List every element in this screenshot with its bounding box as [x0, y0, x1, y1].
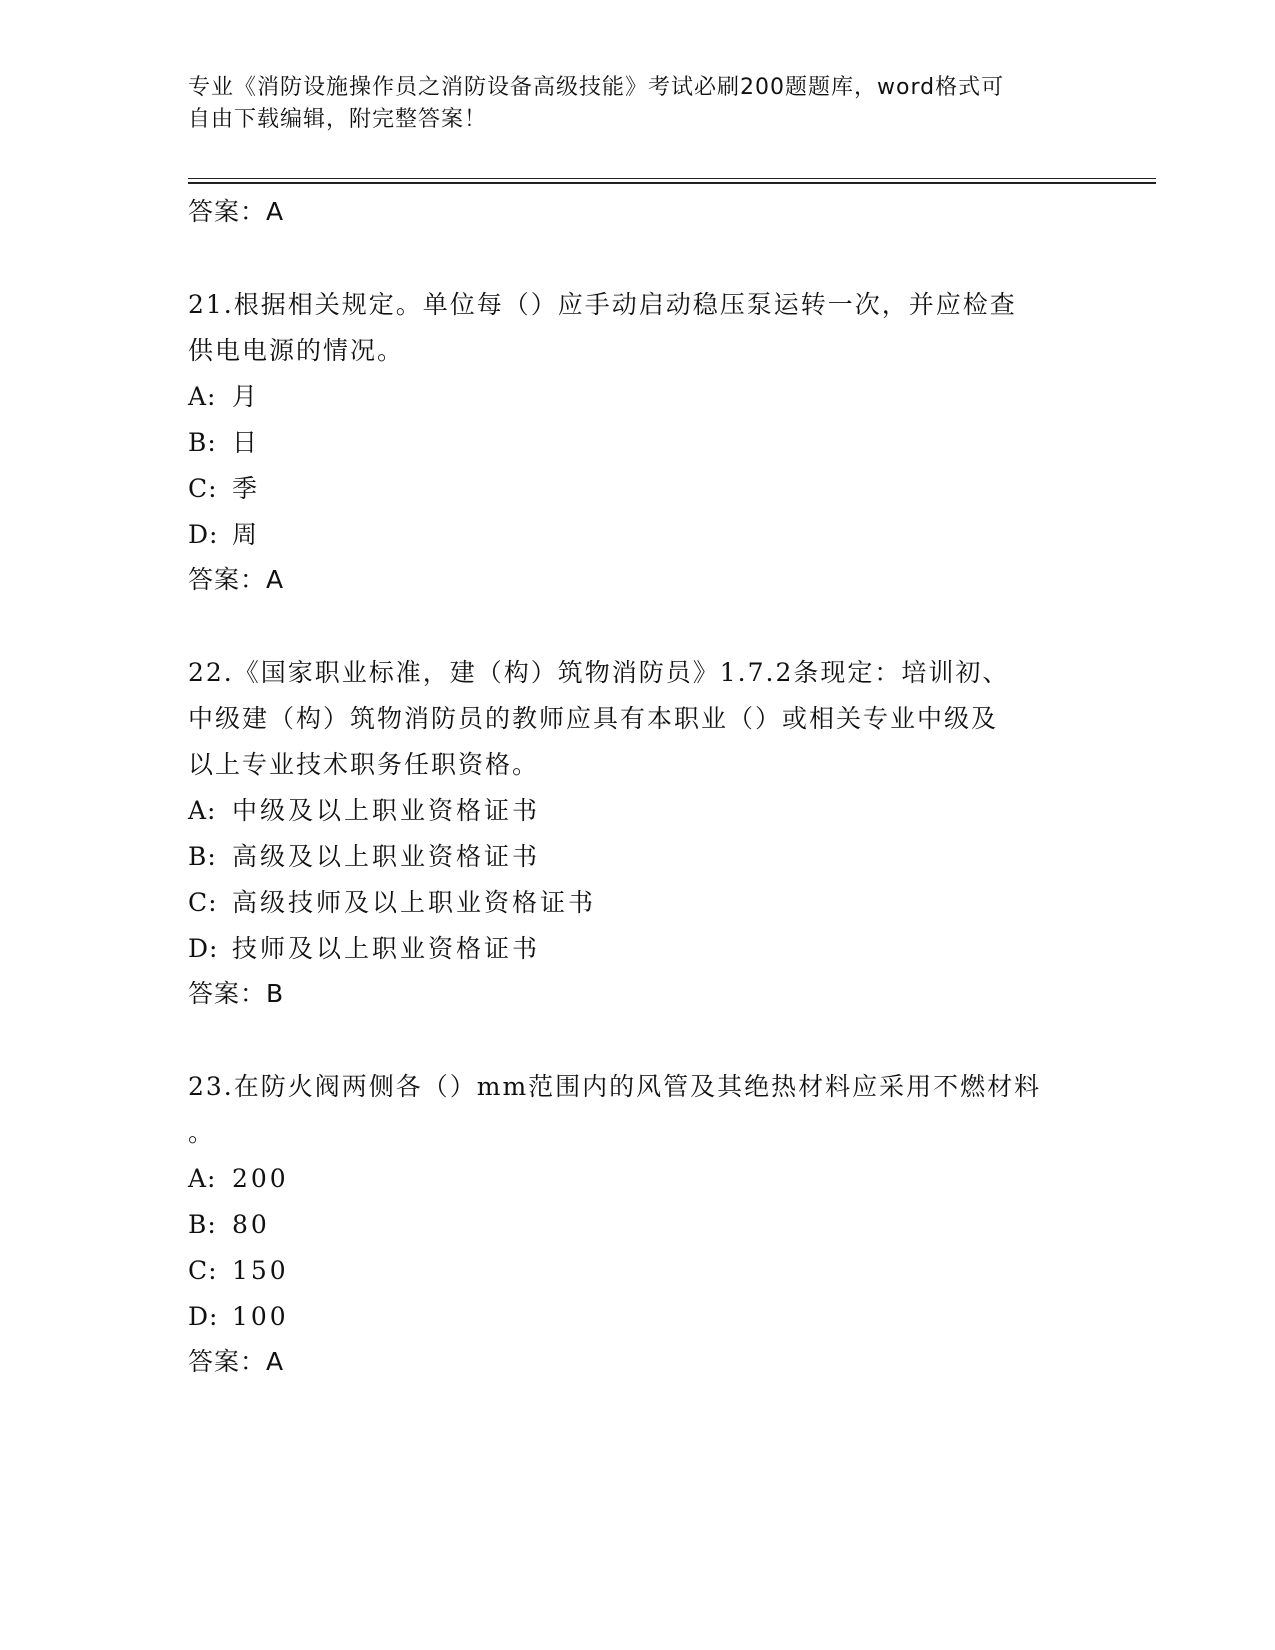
option-text: 150 — [232, 1256, 289, 1285]
question-block — [188, 1064, 1088, 1386]
answer-value: A — [266, 197, 284, 226]
option-a — [188, 788, 1088, 834]
question-line: 。 — [188, 1118, 216, 1147]
option-key: C: — [188, 888, 218, 917]
spacer — [188, 236, 1088, 282]
option-text: 季 — [232, 474, 261, 503]
option-text: 80 — [232, 1210, 270, 1239]
option-b — [188, 834, 1088, 880]
option-key: D: — [188, 520, 219, 549]
option-key: B: — [188, 842, 217, 871]
option-a — [188, 1156, 1088, 1202]
question-line: 供电电源的情况。 — [188, 336, 405, 365]
answer-line — [188, 972, 1088, 1018]
option-d — [188, 512, 1088, 558]
option-c — [188, 880, 1088, 926]
question-line: 21.根据相关规定。单位每（）应手动启动稳压泵运转一次，并应检查 — [188, 290, 1017, 319]
option-text: 200 — [232, 1164, 289, 1193]
spacer — [188, 604, 1088, 650]
option-key: D: — [188, 934, 219, 963]
header-line-2: 自由下载编辑，附完整答案！ — [188, 107, 488, 132]
option-b — [188, 420, 1088, 466]
question-text — [188, 282, 1088, 374]
question-block — [188, 650, 1088, 1018]
option-c — [188, 466, 1088, 512]
option-text: 中级及以上职业资格证书 — [232, 796, 541, 825]
header-divider — [188, 178, 1156, 184]
option-key: A: — [188, 1164, 217, 1193]
answer-label: 答案： — [188, 565, 267, 594]
option-key: B: — [188, 428, 217, 457]
answer-value: A — [266, 565, 284, 594]
answer-label: 答案： — [188, 979, 267, 1008]
option-a — [188, 374, 1088, 420]
option-key: C: — [188, 1256, 218, 1285]
option-text: 高级技师及以上职业资格证书 — [232, 888, 597, 917]
header-line-1: 专业《消防设施操作员之消防设备高级技能》考试必刷200题题库，word格式可 — [188, 75, 1005, 100]
option-key: C: — [188, 474, 218, 503]
option-text: 100 — [232, 1302, 289, 1331]
option-text: 日 — [232, 428, 261, 457]
option-text: 技师及以上职业资格证书 — [232, 934, 541, 963]
option-key: D: — [188, 1302, 219, 1331]
answer-label: 答案： — [188, 197, 267, 226]
option-d — [188, 926, 1088, 972]
answer-label: 答案： — [188, 1347, 267, 1376]
option-d — [188, 1294, 1088, 1340]
answer-line — [188, 190, 1088, 236]
spacer — [188, 1018, 1088, 1064]
question-block — [188, 282, 1088, 604]
question-line: 22.《国家职业标准，建（构）筑物消防员》1.7.2条现定：培训初、 — [188, 658, 1010, 687]
answer-value: A — [266, 1347, 284, 1376]
option-c — [188, 1248, 1088, 1294]
document-header — [188, 72, 1088, 136]
option-key: A: — [188, 382, 217, 411]
option-text: 月 — [232, 382, 261, 411]
option-b — [188, 1202, 1088, 1248]
option-key: B: — [188, 1210, 217, 1239]
question-text — [188, 650, 1088, 788]
option-text: 高级及以上职业资格证书 — [232, 842, 541, 871]
answer-value: B — [266, 979, 284, 1008]
option-key: A: — [188, 796, 217, 825]
question-line: 23.在防火阀两侧各（）mm范围内的风管及其绝热材料应采用不燃材料 — [188, 1072, 1042, 1101]
question-text — [188, 1064, 1088, 1156]
question-line: 以上专业技术职务任职资格。 — [188, 750, 540, 779]
answer-line — [188, 1340, 1088, 1386]
option-text: 周 — [232, 520, 261, 549]
question-line: 中级建（构）筑物消防员的教师应具有本职业（）或相关专业中级及 — [188, 704, 999, 733]
question-list — [188, 190, 1088, 1386]
answer-line — [188, 558, 1088, 604]
